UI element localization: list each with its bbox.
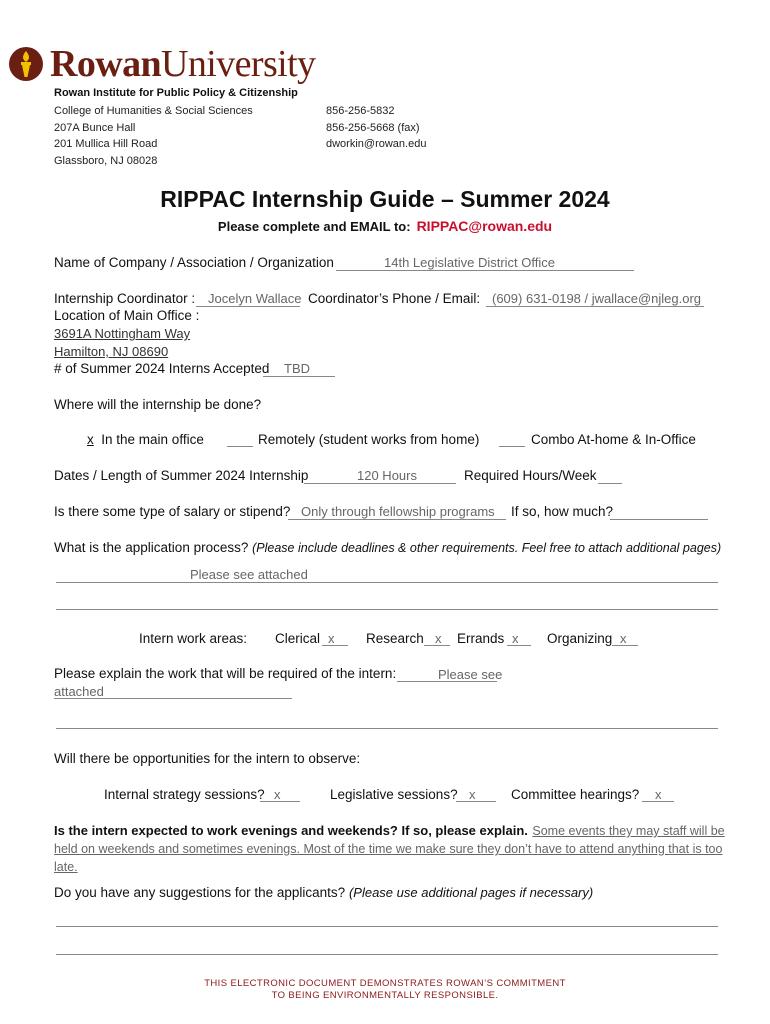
evenings-label: Is the intern expected to work evenings and weekends? If so, please explain. <box>54 823 528 838</box>
where-remote-blank[interactable] <box>227 446 253 447</box>
application-question: What is the application process? <box>54 540 249 555</box>
company-value[interactable]: 14th Legislative District Office <box>384 255 555 270</box>
area-clerical-label: Clerical <box>275 631 321 646</box>
area-errands-line <box>507 645 531 646</box>
observe-question: Will there be opportunities for the intern to observe: <box>54 751 361 766</box>
office-label: Location of Main Office : <box>54 308 200 323</box>
area-clerical-mark[interactable]: x <box>328 631 335 646</box>
work-line-3 <box>56 728 718 729</box>
observe-legislative-mark[interactable]: x <box>469 787 476 802</box>
hours-label: Required Hours/Week <box>464 468 597 483</box>
company-label: Name of Company / Association / Organization <box>54 255 334 270</box>
footer-line-1: THIS ELECTRONIC DOCUMENT DEMONSTRATES ROWAN’S COMMITMENT <box>204 978 566 989</box>
page-title: RIPPAC Internship Guide – Summer 2024 <box>160 186 610 212</box>
application-value[interactable]: Please see attached <box>190 567 308 582</box>
subtitle-text: Please complete and EMAIL to: <box>217 219 411 234</box>
area-research-mark[interactable]: x <box>435 631 442 646</box>
suggestions-note: (Please use additional pages if necessary) <box>348 885 594 900</box>
where-question: Where will the internship be done? <box>54 397 262 412</box>
footer-line-2: TO BEING ENVIRONMENTALLY RESPONSIBLE. <box>271 990 499 1001</box>
suggestions-label <box>54 885 593 900</box>
contact-email[interactable]: dworkin@rowan.edu <box>326 138 427 150</box>
dates-line <box>304 483 456 484</box>
rippac-email[interactable]: RIPPAC@rowan.edu <box>416 218 553 234</box>
logo-word-rowan: Rowan <box>50 43 162 85</box>
address-line-4: Glassboro, NJ 08028 <box>54 155 158 167</box>
interns-line <box>263 376 335 377</box>
company-line <box>336 270 634 271</box>
where-option-office[interactable] <box>87 432 204 447</box>
observe-strategy-mark[interactable]: x <box>274 787 281 802</box>
hours-blank[interactable] <box>598 483 622 484</box>
phone: 856-256-5832 <box>326 105 395 117</box>
salary-line <box>288 519 506 520</box>
coordinator-contact-line <box>486 306 704 307</box>
office-line-1: 3691A Nottingham Way <box>54 326 191 341</box>
observe-legislative-line <box>456 801 496 802</box>
observe-committee-label: Committee hearings? <box>511 787 640 802</box>
torch-icon <box>8 44 44 84</box>
where-remote-label: Remotely (student works from home) <box>258 432 480 447</box>
work-label: Please explain the work that will be required of the intern: <box>54 666 397 681</box>
observe-legislative-label: Legislative sessions? <box>330 787 458 802</box>
observe-committee-mark[interactable]: x <box>655 787 662 802</box>
subtitle <box>0 218 770 234</box>
area-clerical-line <box>322 645 348 646</box>
area-organizing-mark[interactable]: x <box>620 631 627 646</box>
salary-amount-label: If so, how much? <box>511 504 614 519</box>
dates-label: Dates / Length of Summer 2024 Internship <box>54 468 309 483</box>
suggestions-line-1[interactable] <box>56 926 718 927</box>
coordinator-contact-value[interactable]: (609) 631-0198 / jwallace@njleg.org <box>492 291 702 306</box>
application-note: (Please include deadlines & other requirements. Feel free to attach additional pages) <box>252 541 722 555</box>
coordinator-line <box>196 306 300 307</box>
evenings-block <box>54 822 726 876</box>
footer <box>0 978 770 1002</box>
interns-label: # of Summer 2024 Interns Accepted <box>54 361 270 376</box>
salary-amount-blank[interactable] <box>610 519 708 520</box>
area-research-label: Research <box>366 631 424 646</box>
suggestions-line-2[interactable] <box>56 954 718 955</box>
application-line-2 <box>56 609 718 610</box>
area-errands-mark[interactable]: x <box>512 631 519 646</box>
where-combo-label: Combo At-home & In-Office <box>531 432 696 447</box>
coordinator-contact-label: Coordinator’s Phone / Email: <box>308 291 481 306</box>
interns-value[interactable]: TBD <box>284 361 310 376</box>
application-label <box>54 540 721 555</box>
where-combo-blank[interactable] <box>499 446 525 447</box>
salary-value[interactable]: Only through fellowship programs <box>301 504 495 519</box>
address-line-3: 201 Mullica Hill Road <box>54 138 158 150</box>
area-errands-label: Errands <box>457 631 505 646</box>
work-areas-label: Intern work areas: <box>139 631 248 646</box>
work-value-2[interactable]: attached <box>54 684 104 699</box>
address-line-1: College of Humanities & Social Sciences <box>54 105 253 117</box>
suggestions-question: Do you have any suggestions for the applicants? <box>54 885 346 900</box>
rowan-logo <box>8 44 315 84</box>
application-line-1 <box>56 582 718 583</box>
where-office-label: In the main office <box>101 432 204 447</box>
evenings-answer[interactable]: Some events they may staff will be held on weekends and sometimes evenings. Most of the time we make sure they don’t have to attend anything that is too late. <box>54 824 725 874</box>
where-office-mark: x <box>87 432 94 447</box>
office-line-2: Hamilton, NJ 08690 <box>54 344 169 359</box>
dates-value[interactable]: 120 Hours <box>357 468 417 483</box>
address-line-2: 207A Bunce Hall <box>54 122 136 134</box>
work-value-1[interactable]: Please see <box>438 667 503 682</box>
area-organizing-label: Organizing <box>547 631 613 646</box>
logo-word-university: University <box>161 43 316 85</box>
institute-name: Rowan Institute for Public Policy & Citizenship <box>54 87 298 99</box>
observe-strategy-label: Internal strategy sessions? <box>104 787 265 802</box>
fax: 856-256-5668 (fax) <box>326 122 420 134</box>
coordinator-label: Internship Coordinator : <box>54 291 196 306</box>
salary-label: Is there some type of salary or stipend? <box>54 504 291 519</box>
coordinator-value[interactable]: Jocelyn Wallace <box>208 291 302 306</box>
